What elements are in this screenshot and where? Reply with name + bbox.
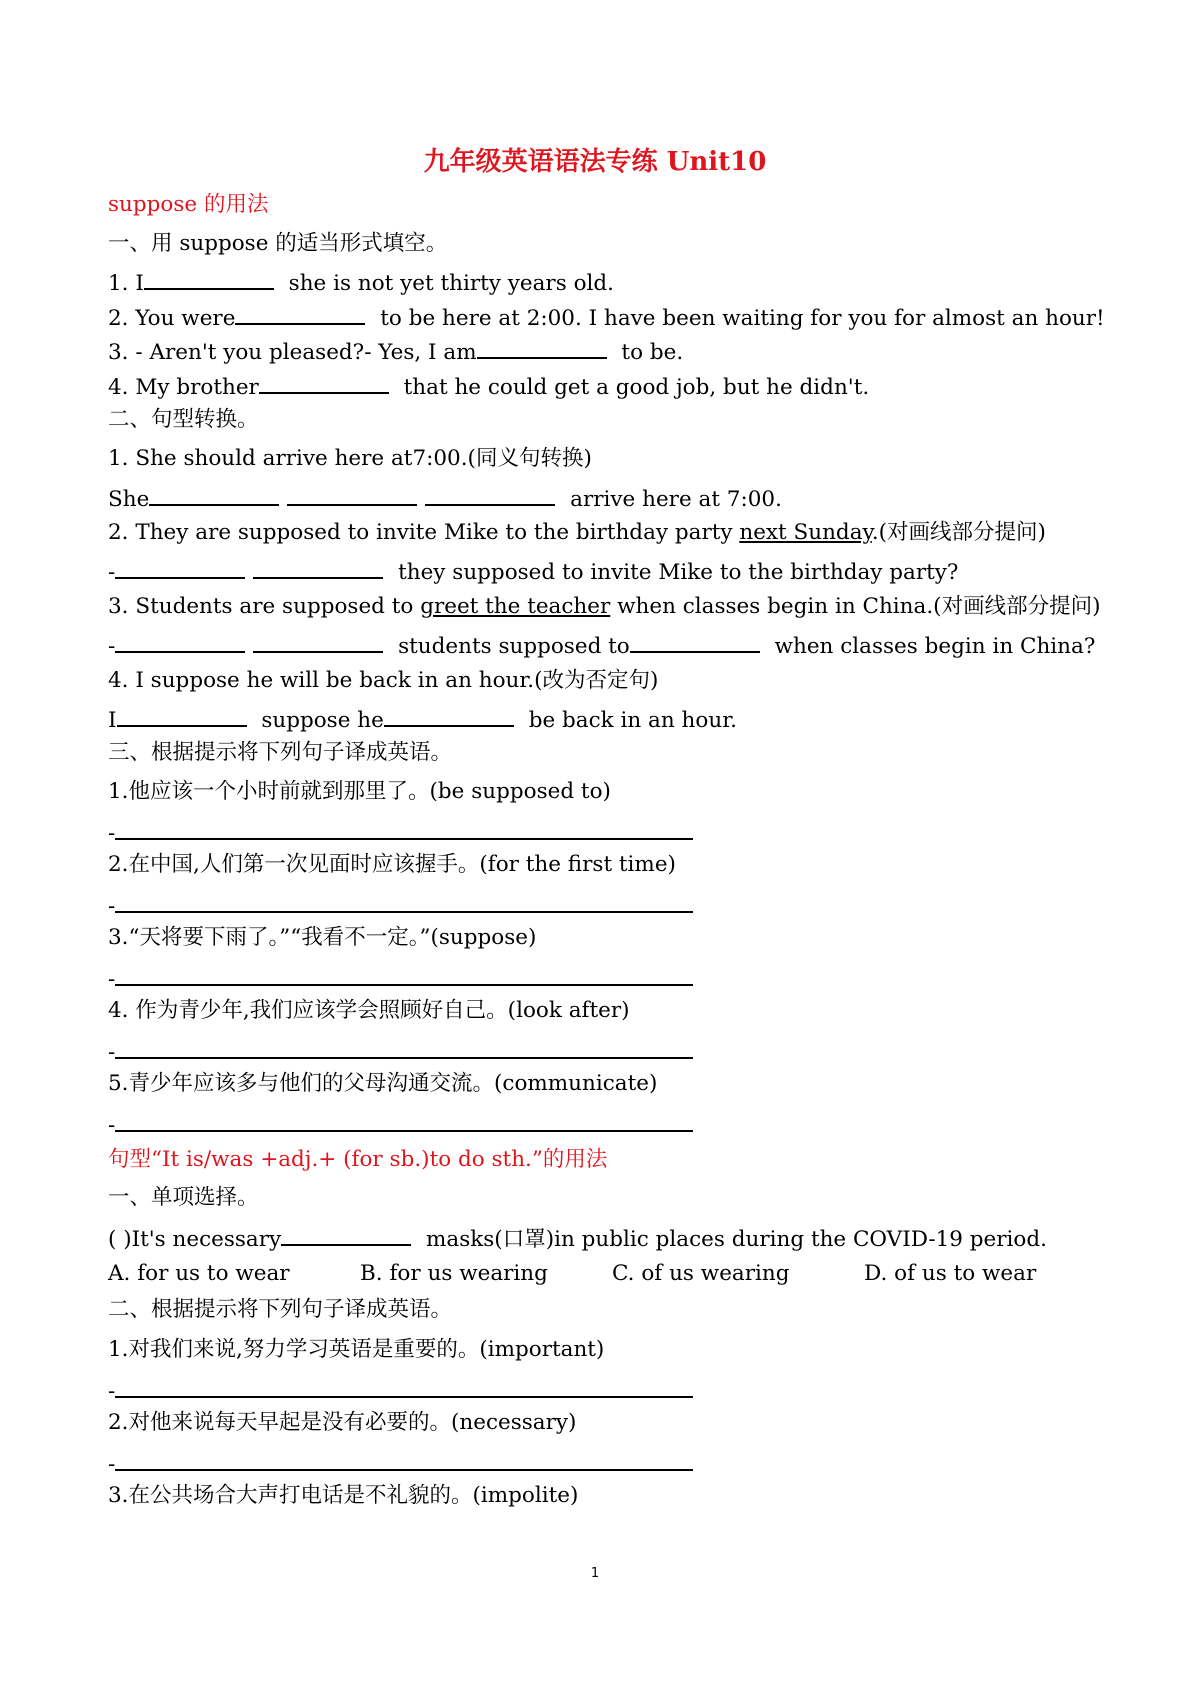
p1-question-3: 3. - Aren't you pleased?- Yes, I am to be. [108, 335, 683, 368]
part3-heading: 三、根据提示将下列句子译成英语。 [108, 740, 453, 765]
part1-heading: 一、用 suppose 的适当形式填空。 [108, 231, 448, 256]
choice-options [108, 1259, 1036, 1289]
p1-question-1: 1. I she is not yet thirty years old. [108, 266, 614, 299]
section-suppose-heading: suppose 的用法 [108, 192, 269, 217]
answer-blank[interactable] [281, 1222, 411, 1246]
p1-question-4: 4. My brother that he could get a good job, but he didn't. [108, 370, 869, 403]
p2-question-2: 2. They are supposed to invite Mike to the birthday party next Sunday.(对画线部分提问) [108, 520, 1046, 545]
answer-line[interactable] [115, 889, 693, 913]
answer-blank[interactable] [253, 629, 383, 653]
translate2-item-1: 1.对我们来说,努力学习英语是重要的。(important) [108, 1337, 605, 1362]
answer-blank[interactable] [115, 555, 245, 579]
p2-question-4: 4. I suppose he will be back in an hour.(改为否定句) [108, 668, 659, 693]
answer-blank[interactable] [235, 301, 365, 325]
p2-answer-4: I suppose he be back in an hour. [108, 703, 737, 736]
answer-blank[interactable] [384, 703, 514, 727]
answer-blank[interactable] [477, 335, 607, 359]
translate-item-3: 3.“天将要下雨了。”“我看不一定。”(suppose) [108, 925, 537, 950]
answer-blank[interactable] [253, 555, 383, 579]
option-b[interactable]: B. for us wearing [360, 1261, 548, 1286]
answer-blank[interactable] [287, 482, 417, 506]
answer-line[interactable] [115, 962, 693, 986]
answer-blank[interactable] [144, 266, 274, 290]
translate-answer-line: - [108, 1374, 693, 1407]
answer-blank[interactable] [425, 482, 555, 506]
option-a[interactable]: A. for us to wear [108, 1261, 290, 1286]
translate-answer-line: - [108, 1447, 693, 1480]
p2-question-1: 1. She should arrive here at7:00.(同义句转换) [108, 446, 592, 471]
answer-blank[interactable] [630, 629, 760, 653]
translate-answer-line: - [108, 1035, 693, 1068]
choice-question: ( )It's necessary masks(口罩)in public places during the COVID-19 period. [108, 1222, 1047, 1255]
option-d[interactable]: D. of us to wear [864, 1261, 1037, 1286]
answer-blank[interactable] [149, 482, 279, 506]
p2-question-3: 3. Students are supposed to greet the teacher when classes begin in China.(对画线部分提问) [108, 594, 1101, 619]
answer-line[interactable] [115, 1108, 693, 1132]
option-c[interactable]: C. of us wearing [612, 1261, 790, 1286]
answer-blank[interactable] [117, 703, 247, 727]
p1-question-2: 2. You were to be here at 2:00. I have been waiting for you for almost an hour! [108, 301, 1105, 334]
answer-line[interactable] [115, 1035, 693, 1059]
translate-answer-line: - [108, 1108, 693, 1141]
translate-item-2: 2.在中国,人们第一次见面时应该握手。(for the first time) [108, 852, 676, 877]
translate-answer-line: - [108, 816, 693, 849]
page-title: 九年级英语语法专练 Unit10 [423, 147, 767, 177]
translate2-item-2: 2.对他来说每天早起是没有必要的。(necessary) [108, 1410, 577, 1435]
section-it-is-heading: 句型“It is/was +adj.+ (for sb.)to do sth.”的用法 [108, 1147, 608, 1172]
part2-heading: 二、句型转换。 [108, 407, 259, 432]
translate-item-4: 4. 作为青少年,我们应该学会照顾好自己。(look after) [108, 998, 630, 1023]
p2-answer-2: - they supposed to invite Mike to the birthday party? [108, 555, 958, 588]
answer-blank[interactable] [259, 370, 389, 394]
p2-answer-1: She arrive here at 7:00. [108, 482, 782, 515]
translate2-heading: 二、根据提示将下列句子译成英语。 [108, 1297, 453, 1322]
page-number: 1 [590, 1566, 600, 1581]
translate-item-1: 1.他应该一个小时前就到那里了。(be supposed to) [108, 779, 611, 804]
translate-answer-line: - [108, 962, 693, 995]
translate-item-5: 5.青少年应该多与他们的父母沟通交流。(communicate) [108, 1071, 658, 1096]
answer-line[interactable] [115, 1447, 693, 1471]
translate-answer-line: - [108, 889, 693, 922]
answer-line[interactable] [115, 816, 693, 840]
translate2-item-3: 3.在公共场合大声打电话是不礼貌的。(impolite) [108, 1483, 579, 1508]
choice-heading: 一、单项选择。 [108, 1185, 259, 1210]
answer-blank[interactable] [115, 629, 245, 653]
p2-answer-3: - students supposed to when classes begin in China? [108, 629, 1095, 662]
answer-line[interactable] [115, 1374, 693, 1398]
